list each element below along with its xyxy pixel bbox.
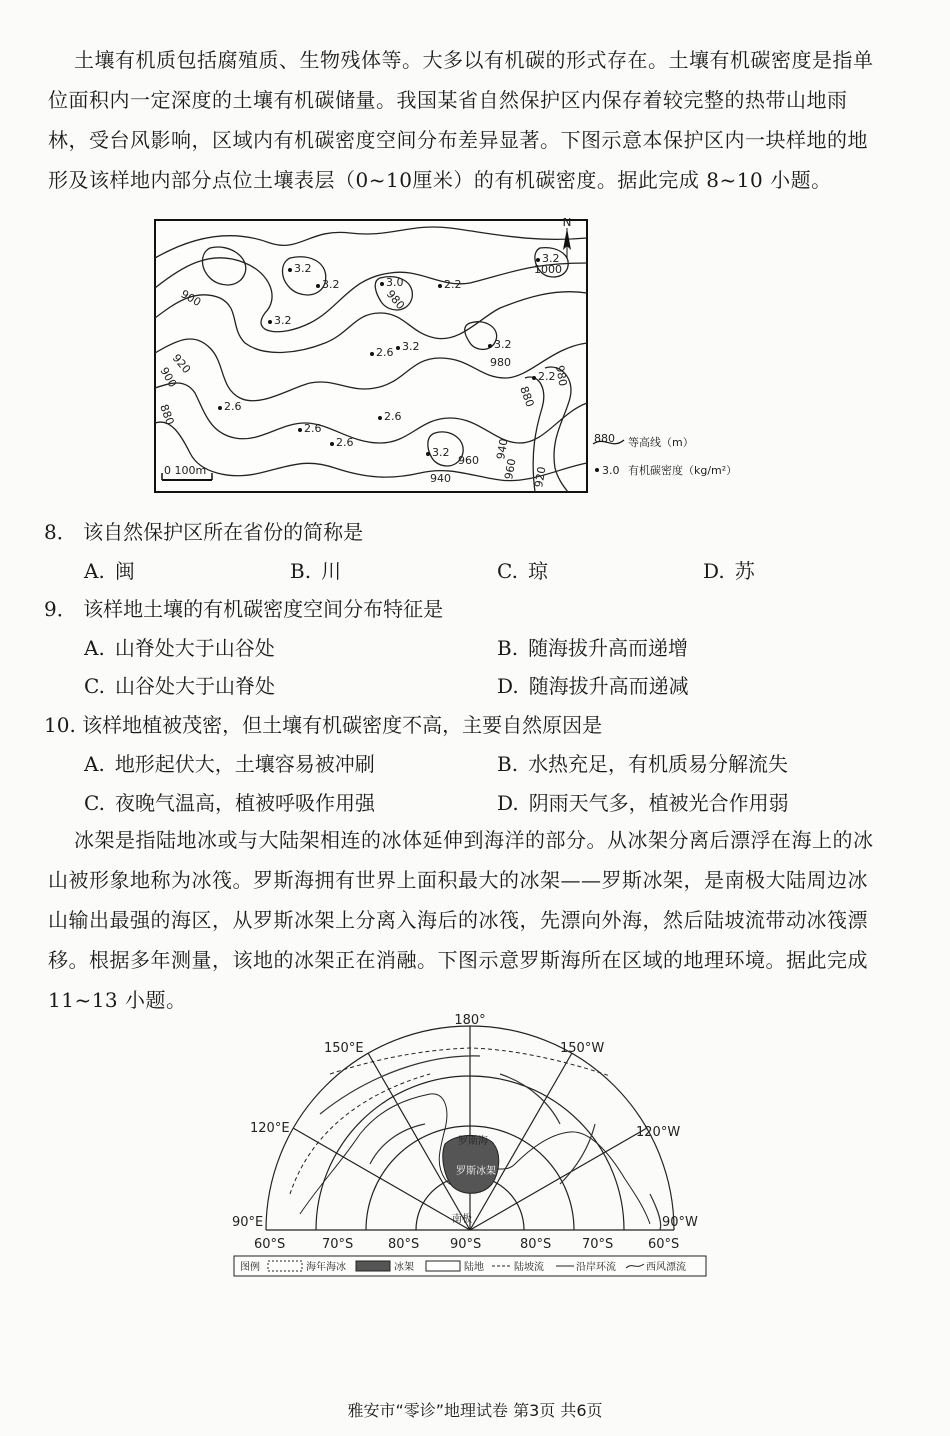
contour-label: 880	[517, 384, 537, 409]
option-10d[interactable]	[497, 788, 789, 818]
option-8a[interactable]	[84, 556, 135, 586]
lon-120w: 120°W	[636, 1125, 681, 1140]
lon-90w: 90°W	[662, 1215, 698, 1230]
option-10c[interactable]	[84, 788, 375, 818]
option-text: 琼	[527, 559, 548, 583]
carbon-point: 3.0	[386, 276, 404, 289]
lon-120e: 120°E	[250, 1121, 290, 1136]
contour-label: 980	[553, 364, 570, 388]
option-letter: B.	[497, 752, 519, 776]
option-text: 随海拔升高而递减	[528, 674, 689, 698]
contour-label: 1000	[534, 263, 562, 276]
contour-label: 920	[169, 351, 194, 377]
option-8c[interactable]	[497, 556, 548, 586]
legend-point-sample: 3.0	[602, 464, 620, 477]
carbon-point: 2.2	[444, 278, 462, 291]
contour-label: 960	[458, 454, 479, 467]
carbon-point: 2.6	[376, 346, 394, 359]
option-9a[interactable]	[84, 633, 275, 663]
passage-1: 土壤有机质包括腐殖质、生物残体等。大多以有机碳的形式存在。土壤有机碳密度是指单位面积内一定深度的土壤有机碳储量。我国某省自然保护区内保存着较完整的热带山地雨林，受台风影响，区域内有机碳密度空间分布差异显著。下图示意本保护区内一块样地的地形及该样地内部分点位土壤表层（0~10厘米）的有机碳密度。据此完成 8~10 小题。	[48, 48, 874, 192]
option-8d[interactable]	[703, 556, 755, 586]
option-letter: C.	[84, 791, 105, 815]
legend-sea-ice: 海年海冰	[306, 1262, 346, 1273]
lat-label: 60°S	[254, 1237, 286, 1252]
lon-90e: 90°E	[232, 1215, 264, 1230]
page-footer: 雅安市“零诊”地理试卷 第3页 共6页	[347, 1401, 603, 1420]
option-9d[interactable]	[497, 671, 689, 701]
legend-contour-sample: 880	[594, 432, 615, 445]
carbon-point: 2.2	[538, 370, 556, 383]
lon-180: 180°	[454, 1014, 486, 1028]
ross-sea-map	[230, 1014, 710, 1294]
option-letter: A.	[84, 636, 105, 660]
carbon-point: 3.2	[274, 314, 292, 327]
lat-label: 80°S	[520, 1237, 552, 1252]
option-text: 阴雨天气多，植被光合作用弱	[528, 791, 789, 815]
north-label: N	[562, 218, 572, 229]
question-9	[44, 594, 443, 624]
lat-label: 80°S	[388, 1237, 420, 1252]
carbon-point: 3.2	[432, 446, 450, 459]
contour-label: 920	[532, 465, 549, 489]
scale-label: 0 100m	[164, 464, 207, 477]
contour-map	[150, 218, 770, 498]
carbon-point: 2.6	[304, 422, 322, 435]
question-stem: 该样地植被茂密，但土壤有机碳密度不高，主要自然原因是	[82, 713, 603, 737]
lon-150e: 150°E	[324, 1041, 364, 1056]
graticule	[266, 1026, 674, 1230]
legend-point: 有机碳密度（kg/m²）	[628, 464, 738, 477]
map1-legend	[593, 432, 737, 477]
option-letter: A.	[84, 752, 105, 776]
option-text: 山脊处大于山谷处	[114, 636, 275, 660]
option-letter: C.	[497, 559, 518, 583]
option-letter: D.	[497, 674, 519, 698]
legend-title: 图例	[240, 1262, 260, 1273]
option-9c[interactable]	[84, 671, 275, 701]
question-8	[44, 517, 363, 547]
legend-slope-current: 陆坡流	[514, 1262, 544, 1273]
option-text: 随海拔升高而递增	[528, 636, 689, 660]
lat-label: 70°S	[582, 1237, 614, 1252]
carbon-point: 2.6	[384, 410, 402, 423]
carbon-point: 3.2	[294, 262, 312, 275]
carbon-point: 3.2	[322, 278, 340, 291]
lat-label: 60°S	[648, 1237, 680, 1252]
pole-label: 南极	[452, 1214, 472, 1225]
legend-land: 陆地	[464, 1262, 484, 1273]
question-number: 10.	[44, 713, 76, 737]
legend-contour: 等高线（m）	[628, 436, 694, 449]
question-number: 8．	[44, 520, 77, 544]
ross-shelf-label: 罗斯冰架	[456, 1166, 496, 1177]
question-number: 9．	[44, 597, 77, 621]
map2-legend	[234, 1256, 706, 1276]
contour-label: 960	[502, 457, 519, 481]
option-9b[interactable]	[497, 633, 688, 663]
option-text: 夜晚气温高，植被呼吸作用强	[114, 791, 375, 815]
contour-label: 940	[494, 437, 511, 461]
option-10b[interactable]	[497, 749, 788, 779]
lat-label: 90°S	[450, 1237, 482, 1252]
option-text: 川	[321, 559, 342, 583]
option-letter: B.	[290, 559, 312, 583]
option-letter: D.	[497, 791, 519, 815]
option-letter: A.	[84, 559, 105, 583]
contour-label: 980	[383, 287, 408, 313]
option-8b[interactable]	[290, 556, 341, 586]
question-stem: 该样地土壤的有机碳密度空间分布特征是	[83, 597, 444, 621]
map-frame	[155, 220, 587, 492]
carbon-point: 3.2	[402, 340, 420, 353]
contour-label: 880	[157, 402, 177, 427]
question-10	[44, 710, 602, 740]
option-text: 山谷处大于山脊处	[114, 674, 275, 698]
carbon-point: 3.2	[494, 338, 512, 351]
legend-coastal-current: 沿岸环流	[576, 1262, 616, 1273]
carbon-point: 3.2	[542, 252, 560, 265]
carbon-point: 2.6	[336, 436, 354, 449]
option-letter: D.	[703, 559, 725, 583]
option-text: 地形起伏大，土壤容易被冲刷	[114, 752, 375, 776]
contour-label: 980	[490, 356, 511, 369]
option-10a[interactable]	[84, 749, 375, 779]
contour-label: 900	[178, 287, 204, 310]
lat-label: 70°S	[322, 1237, 354, 1252]
carbon-point: 2.6	[224, 400, 242, 413]
question-stem: 该自然保护区所在省份的简称是	[83, 520, 364, 544]
option-letter: B.	[497, 636, 519, 660]
option-text: 闽	[114, 559, 135, 583]
lon-150w: 150°W	[560, 1041, 605, 1056]
contour-label: 940	[430, 472, 451, 485]
legend-west-wind-drift: 西风漂流	[646, 1262, 686, 1273]
passage-2: 冰架是指陆地冰或与大陆架相连的冰体延伸到海洋的部分。从冰架分离后漂浮在海上的冰山被形象地称为冰筏。罗斯海拥有世界上面积最大的冰架——罗斯冰架，是南极大陆周边冰山输出最强的海区，从罗斯冰架上分离入海后的冰筏，先漂向外海，然后陆坡流带动冰筏漂移。根据多年测量，该地的冰架正在消融。下图示意罗斯海所在区域的地理环境。据此完成 11~13 小题。	[48, 828, 874, 1012]
contour-label: 900	[157, 365, 180, 390]
option-letter: C.	[84, 674, 105, 698]
legend-ice-shelf: 冰架	[394, 1262, 414, 1273]
option-text: 苏	[734, 559, 755, 583]
ross-sea-label: 罗斯海	[458, 1136, 488, 1147]
option-text: 水热充足，有机质易分解流失	[528, 752, 789, 776]
